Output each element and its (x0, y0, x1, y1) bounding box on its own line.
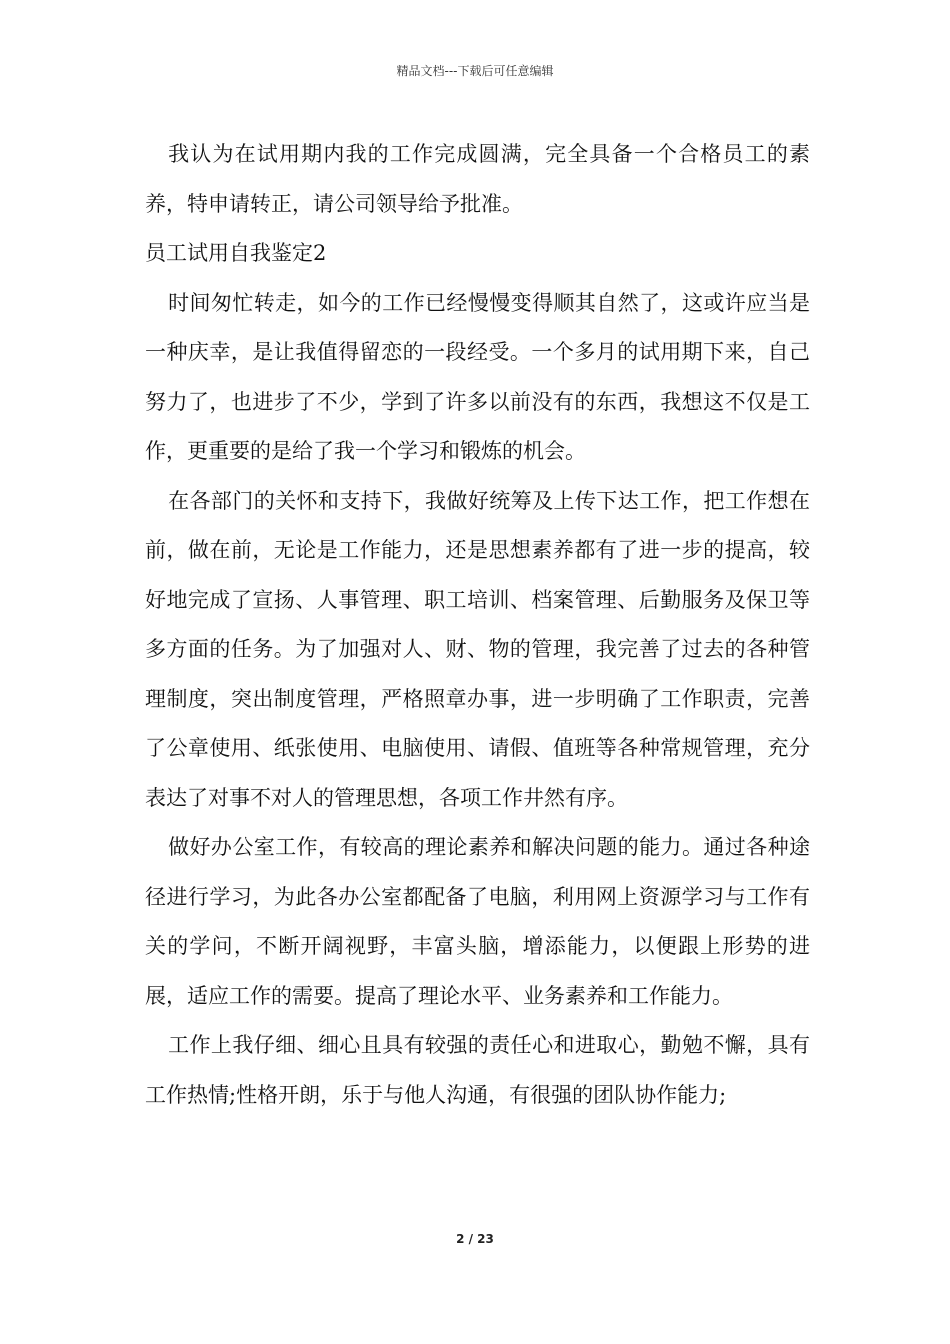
paragraph-3: 在各部门的关怀和支持下，我做好统筹及上传下达工作，把工作想在前，做在前，无论是工作能力，还是思想素养都有了进一步的提高，较好地完成了宣扬、人事管理、职工培训、档案管理、后勤服务及保卫等多方面的任务。为了加强对人、财、物的管理，我完善了过去的各种管理制度，突出制度管理，严格照章办事，进一步明确了工作职责，完善了公章使用、纸张使用、电脑使用、请假、值班等各种常规管理，充分表达了对事不对人的管理思想，各项工作井然有序。 (145, 488, 810, 810)
page-header: 精品文档---下载后可任意编辑 (396, 64, 554, 78)
page-number: 2 / 23 (456, 1232, 494, 1246)
paragraph-1: 我认为在试用期内我的工作完成圆满，完全具备一个合格员工的素养，特申请转正，请公司领导给予批准。 (145, 142, 810, 216)
paragraph-5: 工作上我仔细、细心且具有较强的责任心和进取心，勤勉不懈，具有工作热情;性格开朗，乐于与他人沟通，有很强的团队协作能力; (145, 1033, 810, 1107)
paragraph-2: 时间匆忙转走，如今的工作已经慢慢变得顺其自然了，这或许应当是一种庆幸，是让我值得留恋的一段经受。一个多月的试用期下来，自己努力了，也进步了不少，学到了许多以前没有的东西，我想这不仅是工作，更重要的是给了我一个学习和锻炼的机会。 (145, 290, 810, 463)
document-body (145, 130, 810, 1120)
paragraph-4: 做好办公室工作，有较高的理论素养和解决问题的能力。通过各种途径进行学习，为此各办公室都配备了电脑，利用网上资源学习与工作有关的学问，不断开阔视野，丰富头脑，增添能力，以便跟上形势的进展，适应工作的需要。提高了理论水平、业务素养和工作能力。 (145, 835, 810, 1008)
section-heading: 员工试用自我鉴定2 (145, 241, 327, 265)
